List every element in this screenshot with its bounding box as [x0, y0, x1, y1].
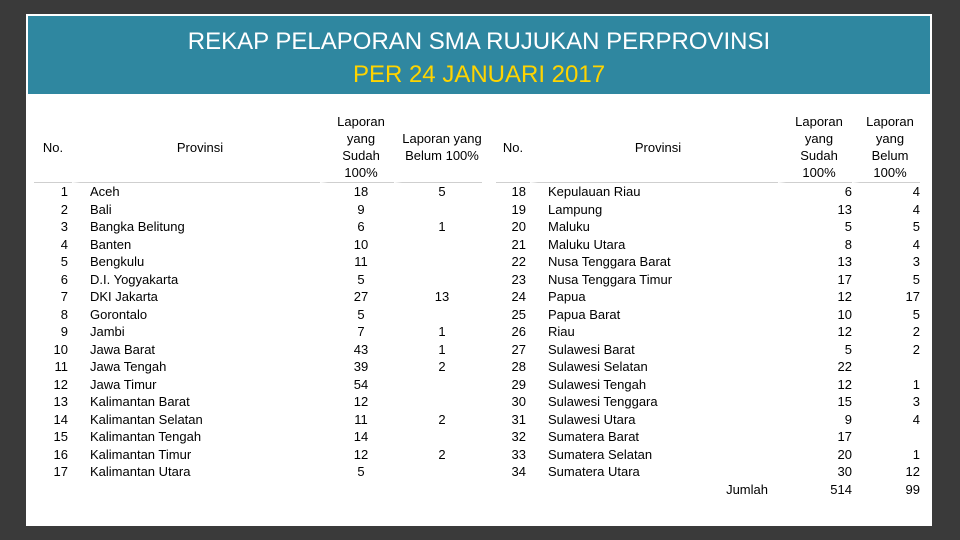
row-number: 27: [511, 341, 526, 357]
right-table-body: [496, 183, 920, 498]
row-provinsi: Kalimantan Tengah: [72, 428, 320, 446]
row-number: 22: [511, 254, 526, 269]
row-number: 11: [54, 359, 68, 374]
row-sudah: 13: [778, 253, 852, 271]
row-sudah: 10: [320, 236, 394, 254]
left-table-body: [34, 183, 482, 481]
row-belum: [394, 393, 482, 411]
row-number: 19: [511, 201, 526, 217]
row-number: 26: [511, 324, 526, 339]
row-sudah: 6: [778, 183, 852, 201]
row-provinsi: Sumatera Utara: [530, 463, 778, 481]
row-sudah: 17: [778, 271, 852, 289]
table-row: [496, 236, 920, 254]
row-belum: 5: [852, 218, 920, 236]
table-row: [496, 218, 920, 236]
row-provinsi: Sulawesi Utara: [530, 411, 778, 429]
row-provinsi: Kalimantan Utara: [72, 463, 320, 481]
row-sudah: 12: [320, 446, 394, 464]
row-belum: [394, 271, 482, 289]
row-belum: 1: [394, 323, 482, 341]
row-provinsi: D.I. Yogyakarta: [72, 271, 320, 289]
table-row: [496, 323, 920, 341]
row-belum: 2: [394, 358, 482, 376]
row-sudah: 30: [778, 463, 852, 481]
total-sudah: 514: [778, 481, 852, 499]
row-sudah: 13: [778, 201, 852, 219]
row-sudah: 12: [778, 323, 852, 341]
row-number: 18: [511, 184, 526, 199]
row-belum: 1: [852, 446, 920, 464]
row-number: 25: [511, 306, 526, 322]
table-row: [496, 288, 920, 306]
table-row: [496, 183, 920, 201]
row-belum: 5: [852, 271, 920, 289]
row-number: 15: [53, 429, 68, 444]
row-number: 4: [60, 236, 68, 252]
row-belum: 1: [394, 218, 482, 236]
header-belum: Laporan yang Belum 100%: [394, 112, 482, 183]
table-row: [496, 201, 920, 219]
row-sudah: 43: [320, 341, 394, 359]
row-sudah: 12: [320, 393, 394, 411]
row-belum: 4: [852, 183, 920, 201]
row-number: 6: [60, 271, 68, 287]
table-row: [34, 288, 482, 306]
row-belum: 4: [852, 236, 920, 254]
row-provinsi: Jambi: [72, 323, 320, 341]
row-number: 33: [511, 446, 526, 462]
row-number: 30: [511, 394, 526, 409]
row-belum: [852, 428, 920, 446]
row-belum: 2: [852, 323, 920, 341]
table-row: [496, 376, 920, 394]
row-belum: [394, 463, 482, 481]
row-belum: [394, 306, 482, 324]
row-sudah: 11: [320, 253, 394, 271]
row-belum: 2: [852, 341, 920, 359]
table-row: [496, 306, 920, 324]
row-sudah: 9: [320, 201, 394, 219]
row-sudah: 6: [320, 218, 394, 236]
row-number: 29: [511, 376, 526, 392]
row-provinsi: Jawa Tengah: [72, 358, 320, 376]
table-row: [496, 428, 920, 446]
title-banner: [28, 16, 930, 94]
title-line-1: REKAP PELAPORAN SMA RUJUKAN PERPROVINSI: [187, 28, 771, 55]
row-number: 3: [60, 219, 68, 234]
row-provinsi: Kalimantan Timur: [72, 446, 320, 464]
row-belum: 4: [852, 411, 920, 429]
row-provinsi: Maluku Utara: [530, 236, 778, 254]
row-belum: 17: [852, 288, 920, 306]
row-number: 24: [511, 289, 526, 304]
row-number: 10: [53, 341, 68, 357]
row-sudah: 12: [778, 376, 852, 394]
table-row: [34, 358, 482, 376]
table-row: [34, 376, 482, 394]
table-row: [34, 463, 482, 481]
header-no: No.: [34, 112, 72, 183]
row-belum: 1: [852, 376, 920, 394]
row-provinsi: Sulawesi Tengah: [530, 376, 778, 394]
row-provinsi: Nusa Tenggara Barat: [530, 253, 778, 271]
table-row: [34, 428, 482, 446]
row-sudah: 22: [778, 358, 852, 376]
row-belum: 1: [394, 341, 482, 359]
row-provinsi: Riau: [530, 323, 778, 341]
table-row: [496, 393, 920, 411]
row-belum: [394, 236, 482, 254]
row-sudah: 27: [320, 288, 394, 306]
table-row: [496, 411, 920, 429]
row-number: 20: [511, 219, 526, 234]
table-row: [34, 218, 482, 236]
row-belum: 12: [852, 463, 920, 481]
total-label: Jumlah: [530, 481, 778, 499]
row-sudah: 14: [320, 428, 394, 446]
row-provinsi: Sulawesi Selatan: [530, 358, 778, 376]
row-number: 12: [53, 376, 68, 392]
row-sudah: 5: [320, 271, 394, 289]
row-number: 21: [511, 236, 526, 252]
row-provinsi: Banten: [72, 236, 320, 254]
table-row: [496, 446, 920, 464]
row-sudah: 15: [778, 393, 852, 411]
row-belum: 2: [394, 411, 482, 429]
row-sudah: 18: [320, 183, 394, 201]
header-provinsi: Provinsi: [72, 112, 320, 183]
row-provinsi: Bali: [72, 201, 320, 219]
row-sudah: 54: [320, 376, 394, 394]
total-blank: [496, 481, 530, 499]
table-row: [496, 358, 920, 376]
row-sudah: 12: [778, 288, 852, 306]
row-sudah: 5: [778, 218, 852, 236]
row-belum: 5: [852, 306, 920, 324]
row-number: 14: [53, 411, 68, 427]
row-belum: [394, 428, 482, 446]
table-row: [34, 253, 482, 271]
table-row: [34, 271, 482, 289]
table-row: [34, 446, 482, 464]
row-belum: 3: [852, 393, 920, 411]
row-sudah: 10: [778, 306, 852, 324]
row-number: 23: [511, 271, 526, 287]
row-provinsi: Nusa Tenggara Timur: [530, 271, 778, 289]
row-sudah: 11: [320, 411, 394, 429]
header-provinsi-right: Provinsi: [530, 112, 778, 183]
row-number: 1: [60, 184, 68, 199]
row-number: 34: [511, 464, 526, 479]
row-belum: 13: [394, 288, 482, 306]
row-provinsi: Sumatera Selatan: [530, 446, 778, 464]
header-belum-right: Laporan yang Belum 100%: [852, 112, 920, 183]
row-belum: 3: [852, 253, 920, 271]
row-number: 31: [511, 411, 526, 427]
row-sudah: 39: [320, 358, 394, 376]
row-number: 17: [53, 464, 68, 479]
row-number: 9: [60, 324, 68, 339]
row-provinsi: Bengkulu: [72, 253, 320, 271]
row-belum: [394, 201, 482, 219]
row-provinsi: Sulawesi Tenggara: [530, 393, 778, 411]
table-row: [34, 236, 482, 254]
row-number: 16: [53, 446, 68, 462]
row-number: 5: [60, 254, 68, 269]
row-sudah: 5: [320, 306, 394, 324]
title-line-2: PER 24 JANUARI 2017: [352, 61, 606, 88]
row-provinsi: DKI Jakarta: [72, 288, 320, 306]
row-provinsi: Sulawesi Barat: [530, 341, 778, 359]
row-number: 7: [60, 289, 68, 304]
table-row: [496, 463, 920, 481]
total-row: [496, 481, 920, 499]
row-provinsi: Papua: [530, 288, 778, 306]
row-sudah: 17: [778, 428, 852, 446]
row-number: 13: [53, 394, 68, 409]
row-sudah: 8: [778, 236, 852, 254]
header-no-right: No.: [496, 112, 530, 183]
row-sudah: 7: [320, 323, 394, 341]
row-number: 8: [60, 306, 68, 322]
row-provinsi: Gorontalo: [72, 306, 320, 324]
right-table: [496, 112, 920, 498]
table-row: [34, 411, 482, 429]
table-row: [34, 306, 482, 324]
row-provinsi: Aceh: [72, 183, 320, 201]
row-provinsi: Bangka Belitung: [72, 218, 320, 236]
row-provinsi: Jawa Timur: [72, 376, 320, 394]
table-row: [34, 323, 482, 341]
table-row: [34, 183, 482, 201]
table-row: [496, 253, 920, 271]
left-table: [34, 112, 482, 481]
row-provinsi: Kalimantan Barat: [72, 393, 320, 411]
row-number: 32: [511, 429, 526, 444]
row-provinsi: Jawa Barat: [72, 341, 320, 359]
row-belum: [394, 376, 482, 394]
row-provinsi: Lampung: [530, 201, 778, 219]
row-provinsi: Kepulauan Riau: [530, 183, 778, 201]
total-belum: 99: [852, 481, 920, 499]
row-provinsi: Papua Barat: [530, 306, 778, 324]
row-provinsi: Kalimantan Selatan: [72, 411, 320, 429]
header-sudah: Laporan yang Sudah 100%: [320, 112, 394, 183]
slide: [26, 14, 932, 526]
table-row: [34, 393, 482, 411]
row-belum: [852, 358, 920, 376]
row-belum: 5: [394, 183, 482, 201]
table-row: [496, 271, 920, 289]
row-belum: 2: [394, 446, 482, 464]
table-row: [34, 201, 482, 219]
row-provinsi: Maluku: [530, 218, 778, 236]
row-number: 28: [511, 359, 526, 374]
table-row: [496, 341, 920, 359]
row-number: 2: [60, 201, 68, 217]
row-sudah: 5: [320, 463, 394, 481]
row-sudah: 20: [778, 446, 852, 464]
row-belum: [394, 253, 482, 271]
table-row: [34, 341, 482, 359]
header-sudah-right: Laporan yang Sudah 100%: [778, 112, 852, 183]
row-sudah: 9: [778, 411, 852, 429]
row-belum: 4: [852, 201, 920, 219]
row-provinsi: Sumatera Barat: [530, 428, 778, 446]
row-sudah: 5: [778, 341, 852, 359]
